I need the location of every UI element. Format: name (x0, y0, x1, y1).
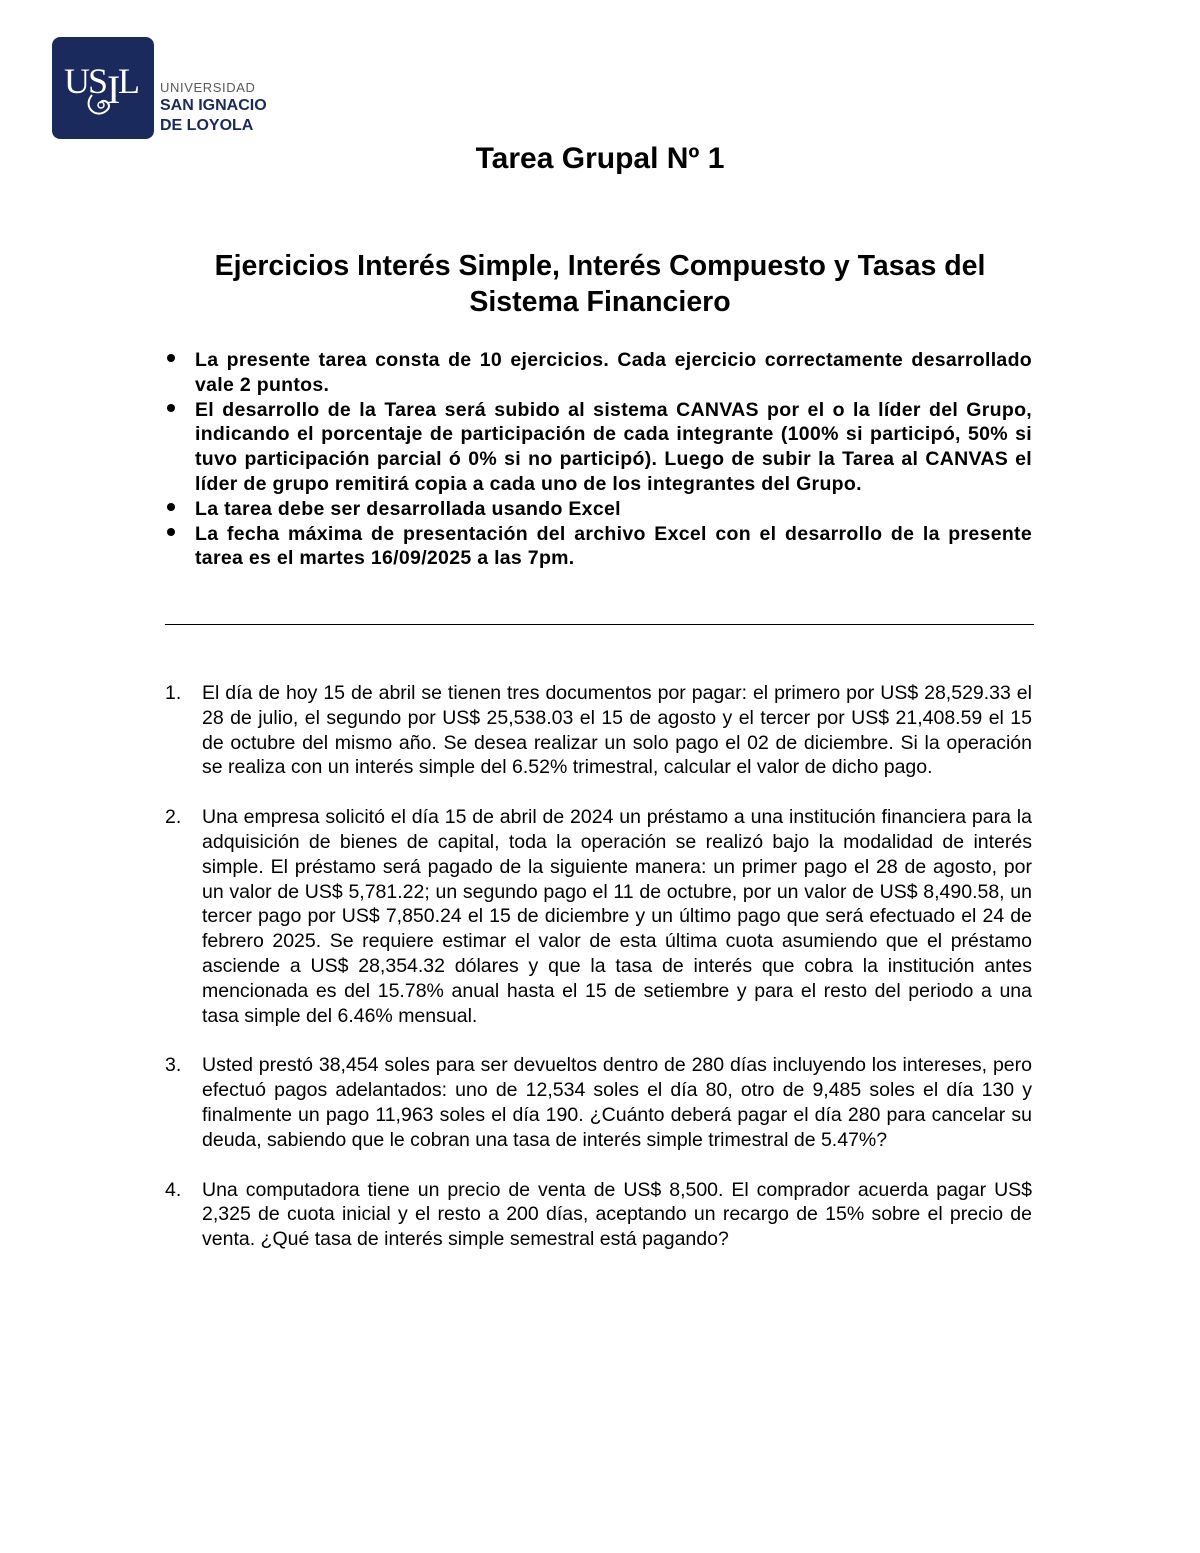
exercise-text: Una computadora tiene un precio de venta de US$ 8,500. El comprador acuerda pagar US$ 2,325 de cuota inicial y el resto a 200 días, aceptando un recargo de 15% sobre el precio de venta. ¿Qué tasa de interés simple semestral está pagando? (202, 1178, 1032, 1251)
document-subtitle: Ejercicios Interés Simple, Interés Compuesto y Tasas del Sistema Financiero (214, 250, 986, 318)
instruction-item (165, 522, 1032, 572)
university-logo (52, 37, 282, 139)
exercise-item (165, 805, 1032, 1028)
instruction-text: La presente tarea consta de 10 ejercicios. Cada ejercicio correctamente desarrollado vale 2 puntos. (195, 349, 1032, 396)
section-divider (165, 624, 1034, 625)
exercise-item (165, 1178, 1032, 1252)
exercise-text: Una empresa solicitó el día 15 de abril de 2024 un préstamo a una institución financiera para la adquisición de bienes de capital, toda la operación se realizó bajo la modalidad de interés simple. El préstamo será pagado de la siguiente manera: un primer pago el 28 de agosto, por un valor de US$ 5,781.22; un segundo pago el 11 de octubre, por un valor de US$ 8,490.58, un tercer pago por US$ 7,850.24 el 15 de diciembre y un último pago que será efectuado el 24 de febrero 2025. Se requiere estimar el valor de esta última cuota asumiendo que el préstamo asciende a US$ 28,354.32 dólares y que la tasa de interés que cobra la institución antes mencionada es del 15.78% anual hasta el 15 de setiembre y para el resto del periodo a una tasa simple del 6.46% mensual. (202, 806, 1032, 1027)
exercise-text: El día de hoy 15 de abril se tienen tres documentos por pagar: el primero por US$ 28,529.33 el 28 de julio, el segundo por US$ 25,538.03 el 15 de agosto y el tercer por US$ 21,408.59 el 15 de octubre del mismo año. Se desea realizar un solo pago el 02 de diciembre. Si la operación se realiza con un interés simple del 6.52% trimestral, calcular el valor de dicho pago. (202, 682, 1032, 779)
logo-line-de-loyola: DE LOYOLA (160, 117, 254, 134)
logo-wordmark (160, 80, 267, 136)
instruction-item (165, 348, 1032, 398)
exercises-list (165, 681, 1032, 1277)
exercise-number: 4. (165, 1178, 182, 1201)
instruction-text: La fecha máxima de presentación del archivo Excel con el desarrollo de la presente tarea es el martes 16/09/2025 a las 7pm. (195, 522, 1032, 570)
bullet-icon (167, 503, 175, 511)
logo-line-san-ignacio: SAN IGNACIO (160, 97, 267, 114)
instructions-list (165, 348, 1032, 571)
svg-text:U: U (64, 61, 90, 101)
exercise-number: 1. (165, 682, 182, 704)
bullet-icon (167, 404, 175, 412)
instruction-text: La tarea debe ser desarrollada usando Excel (195, 497, 621, 520)
exercise-number: 2. (165, 806, 182, 829)
instruction-item (165, 398, 1032, 497)
svg-text:I: I (107, 67, 121, 112)
exercise-item (165, 681, 1032, 780)
svg-text:L: L (118, 61, 140, 101)
logo-line-universidad: UNIVERSIDAD (160, 80, 256, 95)
usil-emblem (52, 37, 154, 139)
exercise-number: 3. (165, 1054, 182, 1077)
svg-text:S: S (88, 61, 109, 101)
document-title: Tarea Grupal Nº 1 (475, 142, 725, 175)
bullet-icon (167, 354, 175, 362)
exercise-text: Usted prestó 38,454 soles para ser devueltos dentro de 280 días incluyendo los intereses, pero efectuó pagos adelantados: uno de 12,534 soles el día 80, otro de 9,485 soles el día 130 y finalmente un pago 11,963 soles el día 190. ¿Cuánto deberá pagar el día 280 para cancelar su deuda, sabiendo que le cobran una tasa de interés simple trimestral de 5.47%? (202, 1054, 1032, 1151)
instruction-text: El desarrollo de la Tarea será subido al sistema CANVAS por el o la líder del Grupo, indicando el porcentaje de participación de cada integrante (100% si participó, 50% si tuvo participación parcial ó 0% si no participó). Luego de subir la Tarea al CANVAS el líder de grupo remitirá copia a cada uno de los integrantes del Grupo. (195, 398, 1032, 495)
exercise-item (165, 1053, 1032, 1152)
instruction-item (165, 497, 1032, 522)
bullet-icon (167, 528, 175, 536)
